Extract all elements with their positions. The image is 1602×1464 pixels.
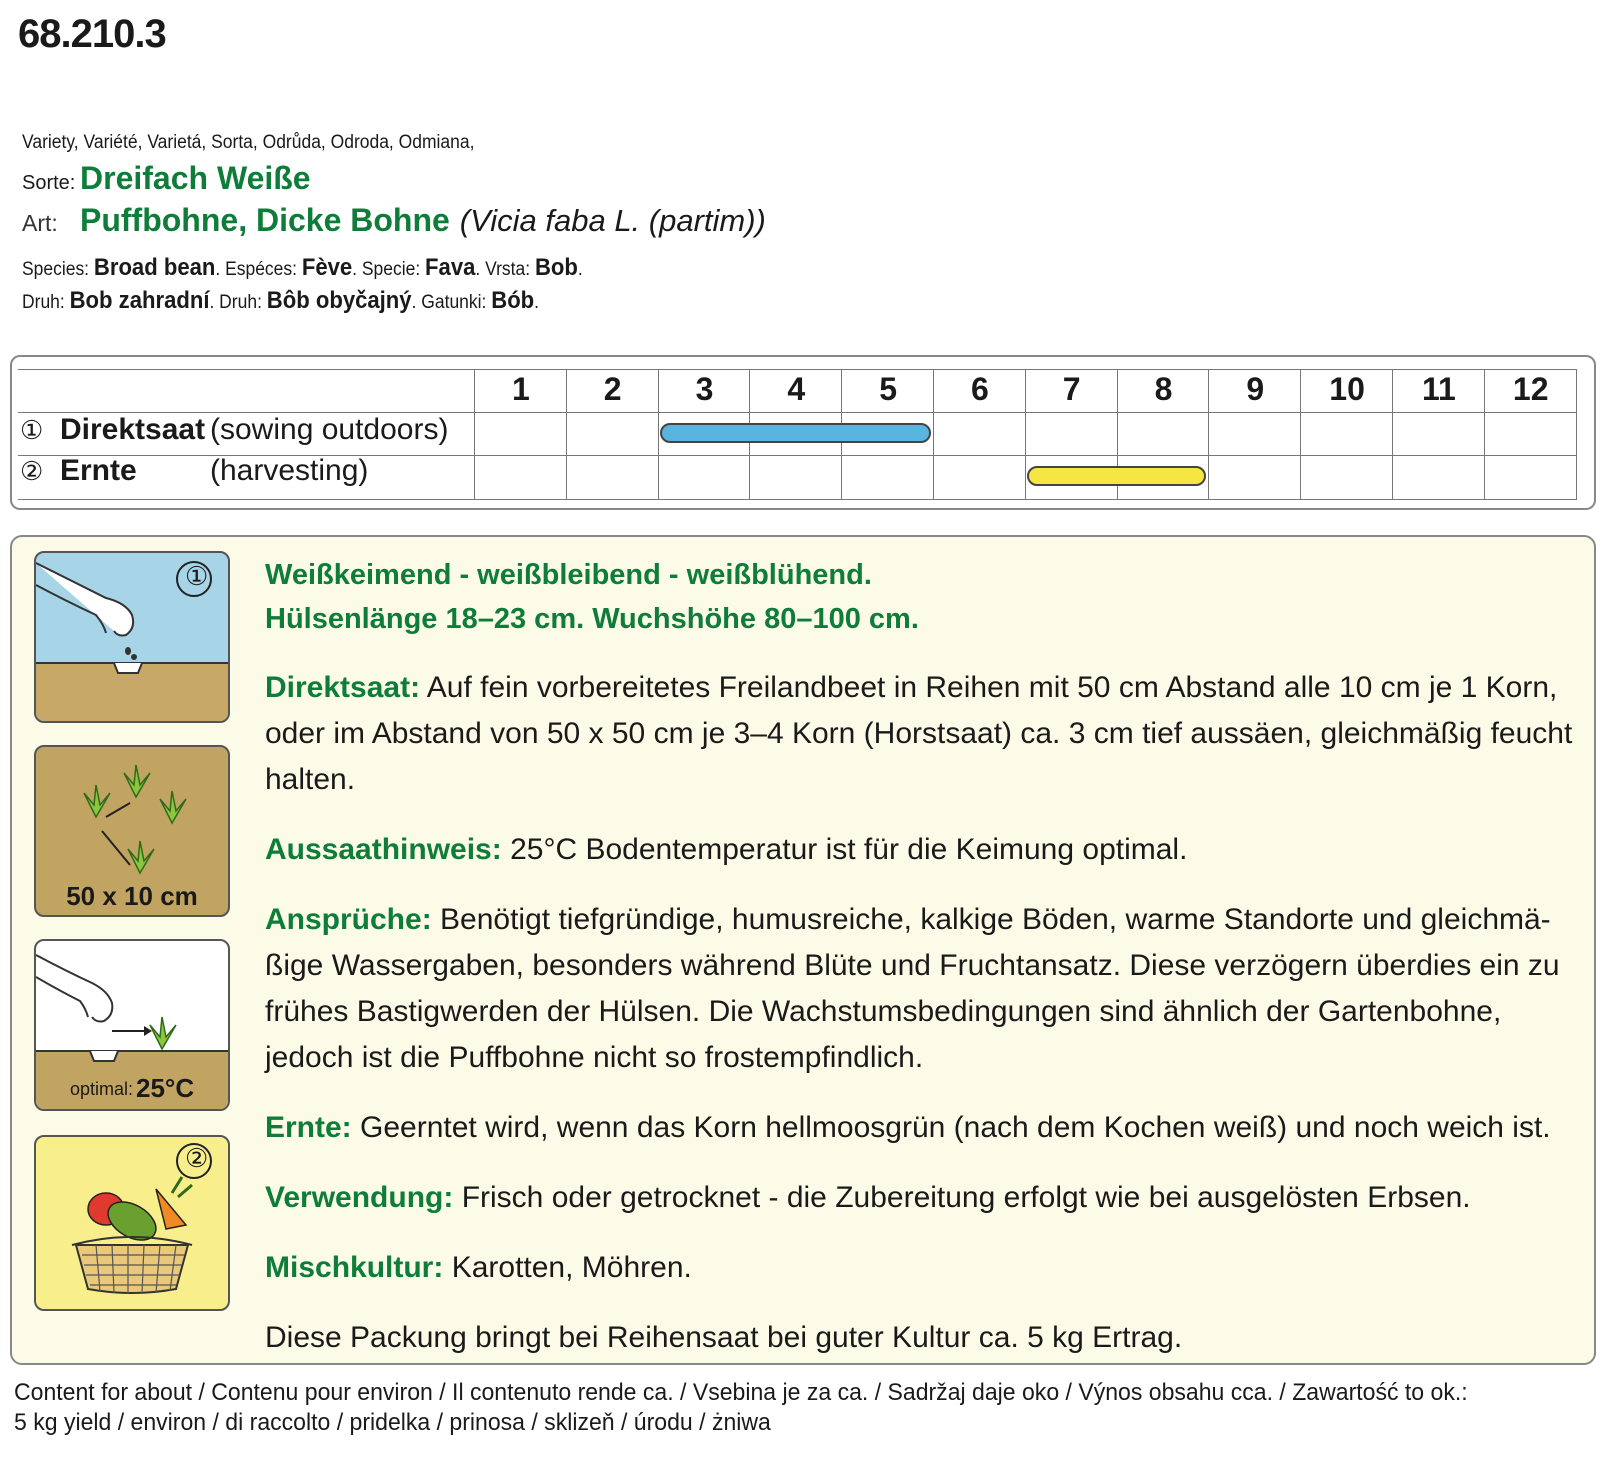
paragraph-text: Frisch oder getrocknet - die Zubereitung erfolgt wie bei ausgelösten Erbsen. xyxy=(461,1181,1471,1214)
product-code: 68.210.3 xyxy=(18,12,166,56)
month-label: 1 xyxy=(512,371,530,407)
sorte-row xyxy=(22,160,311,197)
row-number: ① xyxy=(20,415,44,445)
paragraph-ernte xyxy=(265,1105,1575,1151)
content-footer xyxy=(14,1378,1468,1438)
species-line-2: Druh: Bob zahradní. Druh: Bôb obyčajný. Gatunki: Bób. xyxy=(22,287,540,314)
paragraph-verwendung xyxy=(265,1175,1575,1221)
species-line-1: Species: Broad bean. Espéces: Fève. Specie: Fava. Vrsta: Bob. xyxy=(22,254,583,281)
species-value: Fava xyxy=(425,254,476,281)
species-label: Species: xyxy=(22,259,90,280)
species-label: Espéces: xyxy=(225,259,297,280)
paragraph-heading: Ernte: xyxy=(265,1111,352,1144)
month-label: 5 xyxy=(879,371,897,407)
paragraph-ansprueche xyxy=(265,897,1575,1081)
art-label: Art: xyxy=(22,210,58,236)
paragraph-text: Benötigt tiefgründige, humusreiche, kalkige Böden, warme Standorte und gleichmä-ßige Wassergaben, besonders während Blüte und Fruchtansatz. Diese verzögern überdies ein zu frühes Bastigwerden der Hülsen. Die Wachstumsbedingungen sind ähnlich der Gartenbohne, jedoch ist die Puffbohne nicht so frostempfindlich. xyxy=(265,903,1560,1074)
month-label: 8 xyxy=(1154,371,1173,407)
sowing-period-bar xyxy=(660,423,931,443)
sorte-value: Dreifach Weiße xyxy=(80,160,311,196)
species-value: Bob zahradní xyxy=(69,287,210,314)
temperature-value: 25°C xyxy=(136,1073,195,1103)
spacing-label: 50 x 10 cm xyxy=(66,881,198,911)
calendar-grid xyxy=(474,369,1576,500)
harvest-period-bar xyxy=(1027,466,1207,486)
paragraph-heading: Direktsaat: xyxy=(265,671,421,704)
month-label: 11 xyxy=(1421,371,1456,407)
species-value: Fève xyxy=(301,254,353,281)
row-sublabel: (harvesting) xyxy=(210,454,369,487)
species-value: Broad bean xyxy=(93,254,216,281)
info-panel xyxy=(10,535,1596,1365)
row-label: Ernte xyxy=(60,454,137,487)
step-number: ① xyxy=(185,561,209,591)
month-label: 7 xyxy=(1062,371,1081,407)
paragraph-text: Geerntet wird, wenn das Korn hellmoosgrün (nach dem Kochen weiß) und noch weich ist. xyxy=(360,1111,1551,1144)
month-label: 12 xyxy=(1512,371,1549,407)
art-value: Puffbohne, Dicke Bohne xyxy=(80,202,450,238)
paragraph-heading: Ansprüche: xyxy=(265,903,432,936)
grid-line xyxy=(18,369,1576,370)
species-label: Vrsta: xyxy=(485,259,531,280)
footer-line: 5 kg yield / environ / di raccolto / pridelka / prinosa / sklizeň / úrodu / żniwa xyxy=(14,1409,771,1436)
spacing-illustration xyxy=(34,745,230,917)
plant-spacing-icon xyxy=(36,747,230,877)
temperature-label: optimal: xyxy=(70,1079,134,1099)
paragraph-heading: Aussaathinweis: xyxy=(265,833,502,866)
paragraph-aussaathinweis xyxy=(265,827,1575,873)
paragraph-mischkultur xyxy=(265,1245,1575,1291)
paragraph-text: Auf fein vorbereitetes Freilandbeet in Reihen mit 50 cm Abstand alle 10 cm je 1 Korn, oder im Abstand von 50 x 50 cm je 3–4 Korn (Horstsaat) ca. 3 cm tief aussäen, gleichmäßig feucht halten. xyxy=(265,671,1573,796)
footer-line: Content for about / Contenu pour environ / Il contenuto rende ca. / Vsebina je za ca. / Sadržaj daje oko / Výnos obsahu cca. / Zawartość to ok.: xyxy=(14,1379,1468,1406)
month-label: 10 xyxy=(1329,371,1365,407)
month-column xyxy=(1209,369,1301,500)
paragraph-text: 25°C Bodentemperatur ist für die Keimung optimal. xyxy=(510,833,1188,866)
month-column xyxy=(1485,369,1577,500)
paragraph-heading: Verwendung: xyxy=(265,1181,454,1214)
grid-line xyxy=(18,499,1576,500)
species-value: Bôb obyčajný xyxy=(266,287,412,314)
row-number: ② xyxy=(20,456,44,486)
row-label: Direktsaat xyxy=(60,413,206,446)
art-latin: (Vicia faba L. (partim)) xyxy=(459,203,766,238)
species-label: Druh: xyxy=(219,292,262,313)
paragraph-text: Karotten, Möhren. xyxy=(451,1251,692,1284)
paragraph-direktsaat xyxy=(265,665,1575,803)
paragraph-yield: Diese Packung bringt bei Reihensaat bei guter Kultur ca. 5 kg Ertrag. xyxy=(265,1321,1183,1354)
sowing-calendar xyxy=(10,355,1596,510)
month-label: 9 xyxy=(1246,371,1265,407)
species-label: Druh: xyxy=(22,292,65,313)
row-sublabel: (sowing outdoors) xyxy=(210,413,449,446)
species-label: Gatunki: xyxy=(421,292,487,313)
species-value: Bob xyxy=(534,254,578,281)
month-label: 2 xyxy=(603,371,622,407)
month-column xyxy=(475,369,567,500)
art-row xyxy=(22,202,766,239)
sowing-illustration xyxy=(34,551,230,723)
headline: Hülsenlänge 18–23 cm. Wuchshöhe 80–100 cm. xyxy=(265,603,919,635)
month-label: 4 xyxy=(787,371,806,407)
temperature-illustration xyxy=(34,939,230,1111)
harvest-illustration xyxy=(34,1135,230,1311)
month-column xyxy=(934,369,1026,500)
headline: Weißkeimend - weißbleibend - weißblühend. xyxy=(265,559,872,591)
month-label: 3 xyxy=(695,371,714,407)
month-column xyxy=(1393,369,1485,500)
month-label: 6 xyxy=(971,371,989,407)
variety-languages: Variety, Variété, Varietá, Sorta, Odrůda, Odroda, Odmiana, xyxy=(22,132,475,153)
month-column xyxy=(567,369,659,500)
month-column xyxy=(1301,369,1393,500)
sorte-label: Sorte: xyxy=(22,172,76,194)
description-text xyxy=(265,553,1575,1385)
paragraph-heading: Mischkultur: xyxy=(265,1251,444,1284)
calendar-row-sow xyxy=(20,413,448,447)
step-number: ② xyxy=(185,1143,209,1173)
species-label: Specie: xyxy=(361,259,421,280)
species-value: Bób xyxy=(491,287,535,314)
calendar-row-harvest xyxy=(20,454,368,488)
